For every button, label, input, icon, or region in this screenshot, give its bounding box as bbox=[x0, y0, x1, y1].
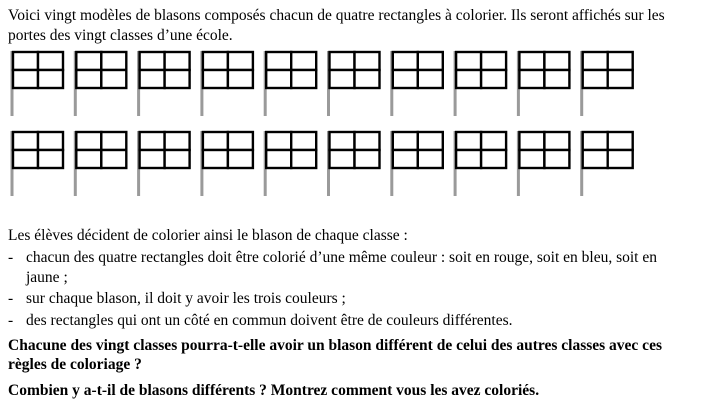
flag-rectangle-2[interactable] bbox=[228, 52, 253, 70]
flag-rectangle-4[interactable] bbox=[608, 70, 633, 88]
flag-rectangle-4[interactable] bbox=[101, 150, 126, 168]
flag-4 bbox=[202, 51, 253, 116]
flag-rectangle-1[interactable] bbox=[203, 52, 228, 70]
question-2: Combien y a-t-il de blasons différents ? Montrez comment vous les avez coloriés. bbox=[8, 382, 540, 399]
rule-2-bullet: - bbox=[8, 290, 14, 307]
flag-rectangle-2[interactable] bbox=[165, 52, 190, 70]
rule-2 bbox=[8, 289, 688, 309]
rule-1-bullet: - bbox=[8, 249, 14, 266]
flag-rectangle-3[interactable] bbox=[140, 70, 165, 88]
rule-2-text: sur chaque blason, il doit y avoir les trois couleurs ; bbox=[26, 290, 346, 307]
flag-rectangle-1[interactable] bbox=[266, 132, 291, 150]
flag-rectangle-2[interactable] bbox=[481, 132, 506, 150]
flag-2 bbox=[75, 51, 126, 116]
flag-rectangle-1[interactable] bbox=[13, 132, 38, 150]
flag-8 bbox=[455, 51, 506, 116]
flag-rectangle-1[interactable] bbox=[393, 132, 418, 150]
flag-rectangle-2[interactable] bbox=[608, 52, 633, 70]
flag-14 bbox=[202, 131, 253, 196]
rule-1 bbox=[8, 248, 688, 288]
flag-rectangle-3[interactable] bbox=[583, 150, 608, 168]
flag-rectangle-1[interactable] bbox=[583, 52, 608, 70]
flag-rectangle-1[interactable] bbox=[456, 132, 481, 150]
flag-13 bbox=[139, 131, 190, 196]
flag-19 bbox=[518, 131, 569, 196]
flag-rectangle-2[interactable] bbox=[165, 132, 190, 150]
flag-7 bbox=[392, 51, 443, 116]
intro-paragraph: Voici vingt modèles de blasons composés chacun de quatre rectangles à colorier. Ils seront affichés sur les portes des vingt classes d’une école. bbox=[8, 7, 665, 44]
flag-rectangle-2[interactable] bbox=[418, 132, 443, 150]
flag-rectangle-3[interactable] bbox=[456, 150, 481, 168]
flag-rectangle-3[interactable] bbox=[203, 150, 228, 168]
flag-rectangle-1[interactable] bbox=[393, 52, 418, 70]
flag-rectangle-2[interactable] bbox=[228, 132, 253, 150]
flag-rectangle-4[interactable] bbox=[38, 70, 63, 88]
flag-3 bbox=[139, 51, 190, 116]
flag-rectangle-4[interactable] bbox=[355, 150, 380, 168]
flag-17 bbox=[392, 131, 443, 196]
flag-rectangle-2[interactable] bbox=[291, 52, 316, 70]
flag-rectangle-2[interactable] bbox=[481, 52, 506, 70]
flag-rectangle-3[interactable] bbox=[393, 70, 418, 88]
flag-rectangle-1[interactable] bbox=[519, 52, 544, 70]
flag-rectangle-1[interactable] bbox=[330, 132, 355, 150]
flag-rectangle-1[interactable] bbox=[519, 132, 544, 150]
flag-rectangle-4[interactable] bbox=[165, 70, 190, 88]
flag-rectangle-4[interactable] bbox=[38, 150, 63, 168]
flag-5 bbox=[265, 51, 316, 116]
question-1: Chacune des vingt classes pourra-t-elle avoir un blason différent de celui des autres classes avec ces règles de coloriage ? bbox=[8, 337, 662, 373]
flag-rectangle-4[interactable] bbox=[228, 150, 253, 168]
flag-rectangle-1[interactable] bbox=[140, 52, 165, 70]
flag-rectangle-2[interactable] bbox=[38, 132, 63, 150]
flag-rectangle-2[interactable] bbox=[355, 132, 380, 150]
rule-3-bullet: - bbox=[8, 312, 14, 329]
flag-rectangle-4[interactable] bbox=[481, 150, 506, 168]
flag-rectangle-4[interactable] bbox=[291, 150, 316, 168]
flag-rectangle-2[interactable] bbox=[101, 132, 126, 150]
flag-rectangle-2[interactable] bbox=[355, 52, 380, 70]
flag-rectangle-4[interactable] bbox=[418, 70, 443, 88]
flag-rectangle-3[interactable] bbox=[76, 70, 101, 88]
flag-12 bbox=[75, 131, 126, 196]
flag-6 bbox=[329, 51, 380, 116]
flag-18 bbox=[455, 131, 506, 196]
flag-rectangle-2[interactable] bbox=[38, 52, 63, 70]
flag-rectangle-2[interactable] bbox=[608, 132, 633, 150]
flag-9 bbox=[518, 51, 569, 116]
flag-rectangle-3[interactable] bbox=[519, 150, 544, 168]
flag-rectangle-1[interactable] bbox=[583, 132, 608, 150]
flag-rectangle-1[interactable] bbox=[76, 132, 101, 150]
rules-intro: Les élèves décident de colorier ainsi le blason de chaque classe : bbox=[8, 227, 408, 244]
flag-rectangle-2[interactable] bbox=[101, 52, 126, 70]
flag-1 bbox=[12, 51, 63, 116]
flag-rectangle-3[interactable] bbox=[13, 150, 38, 168]
flag-rectangle-3[interactable] bbox=[76, 150, 101, 168]
flag-rectangle-3[interactable] bbox=[330, 150, 355, 168]
rule-1-text: chacun des quatre rectangles doit être colorié d’une même couleur : soit en rouge, soit en bleu, soit en jaune ; bbox=[26, 249, 657, 286]
flag-rectangle-1[interactable] bbox=[456, 52, 481, 70]
flag-20 bbox=[582, 131, 633, 196]
flag-rectangle-3[interactable] bbox=[203, 70, 228, 88]
flag-rectangle-4[interactable] bbox=[544, 150, 569, 168]
flag-rectangle-3[interactable] bbox=[330, 70, 355, 88]
flag-rectangle-2[interactable] bbox=[544, 52, 569, 70]
rule-3 bbox=[8, 311, 688, 331]
flag-rectangle-4[interactable] bbox=[481, 70, 506, 88]
flag-rectangle-2[interactable] bbox=[544, 132, 569, 150]
flag-11 bbox=[12, 131, 63, 196]
flag-rectangle-1[interactable] bbox=[330, 52, 355, 70]
flag-rectangle-4[interactable] bbox=[608, 150, 633, 168]
flag-rectangle-4[interactable] bbox=[165, 150, 190, 168]
rule-3-text: des rectangles qui ont un côté en commun doivent être de couleurs différentes. bbox=[26, 312, 513, 329]
flag-rectangle-3[interactable] bbox=[266, 150, 291, 168]
flag-10 bbox=[582, 51, 633, 116]
flag-rectangle-2[interactable] bbox=[418, 52, 443, 70]
flag-rectangle-1[interactable] bbox=[203, 132, 228, 150]
flag-rectangle-4[interactable] bbox=[228, 70, 253, 88]
flag-rectangle-2[interactable] bbox=[291, 132, 316, 150]
flag-rectangle-4[interactable] bbox=[355, 70, 380, 88]
flag-rectangle-4[interactable] bbox=[101, 70, 126, 88]
flag-rectangle-3[interactable] bbox=[583, 70, 608, 88]
flag-16 bbox=[329, 131, 380, 196]
flag-rectangle-3[interactable] bbox=[456, 70, 481, 88]
flag-rectangle-3[interactable] bbox=[140, 150, 165, 168]
flag-rectangle-1[interactable] bbox=[13, 52, 38, 70]
flag-rectangle-4[interactable] bbox=[291, 70, 316, 88]
flag-rectangle-1[interactable] bbox=[266, 52, 291, 70]
flag-15 bbox=[265, 131, 316, 196]
flag-rectangle-3[interactable] bbox=[519, 70, 544, 88]
flag-rectangle-3[interactable] bbox=[13, 70, 38, 88]
flag-rectangle-4[interactable] bbox=[544, 70, 569, 88]
flag-rectangle-1[interactable] bbox=[140, 132, 165, 150]
flag-rectangle-1[interactable] bbox=[76, 52, 101, 70]
flag-rectangle-4[interactable] bbox=[418, 150, 443, 168]
flag-rectangle-3[interactable] bbox=[393, 150, 418, 168]
flag-rectangle-3[interactable] bbox=[266, 70, 291, 88]
